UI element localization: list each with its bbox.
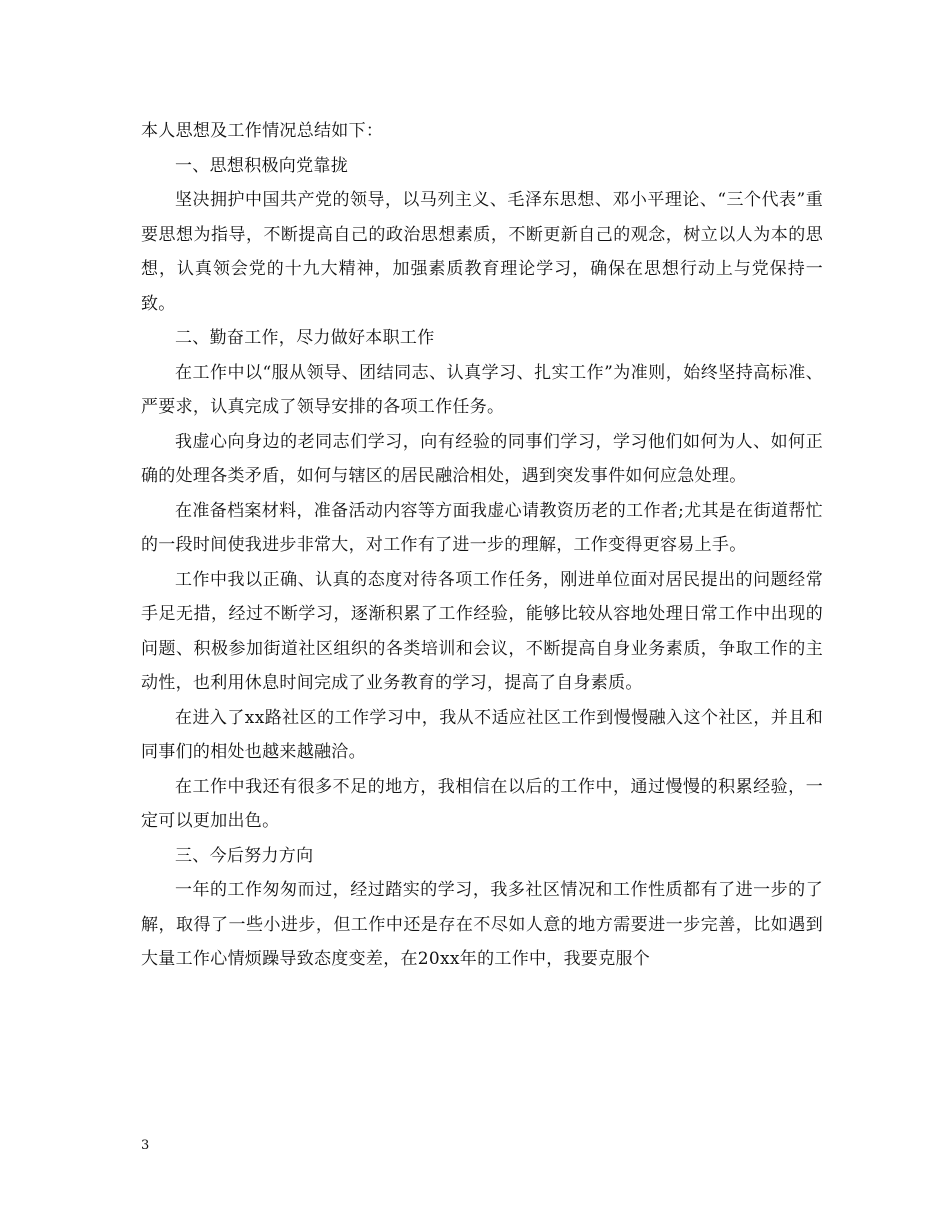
document-body — [141, 114, 823, 977]
page-number: 3 — [141, 1138, 150, 1153]
body-paragraph: 一年的工作匆匆而过，经过踏实的学习，我多社区情况和工作性质都有了进一步的了解，取得了一些小进步，但工作中还是存在不尽如人意的地方需要进一步完善，比如遇到大量工作心情烦躁导致态度变差，在20xx年的工作中，我要克服个 — [141, 880, 823, 969]
section-heading-2: 二、勤奋工作，尽力做好本职工作 — [175, 328, 435, 348]
body-paragraph: 坚决拥护中国共产党的领导，以马列主义、毛泽东思想、邓小平理论、“三个代表”重要思想为指导，不断提高自己的政治思想素质，不断更新自己的观念，树立以人为本的思想，认真领会党的十九大精神，加强素质教育理论学习，确保在思想行动上与党保持一致。 — [141, 190, 823, 314]
section-heading-3: 三、今后努力方向 — [175, 845, 314, 866]
body-paragraph: 我虚心向身边的老同志们学习，向有经验的同事们学习，学习他们如何为人、如何正确的处理各类矛盾，如何与辖区的居民融洽相处，遇到突发事件如何应急处理。 — [141, 431, 823, 486]
body-paragraph: 在工作中以“服从领导、团结同志、认真学习、扎实工作”为准则，始终坚持高标准、严要求，认真完成了领导安排的各项工作任务。 — [141, 362, 823, 417]
intro-paragraph: 本人思想及工作情况总结如下： — [141, 121, 384, 141]
body-paragraph: 在准备档案材料，准备活动内容等方面我虚心请教资历老的工作者;尤其是在街道帮忙的一段时间使我进步非常大，对工作有了进一步的理解，工作变得更容易上手。 — [141, 500, 823, 555]
body-paragraph: 在工作中我还有很多不足的地方，我相信在以后的工作中，通过慢慢的积累经验，一定可以更加出色。 — [141, 776, 823, 831]
body-paragraph: 工作中我以正确、认真的态度对待各项工作任务，刚进单位面对居民提出的问题经常手足无措，经过不断学习，逐渐积累了工作经验，能够比较从容地处理日常工作中出现的问题、积极参加街道社区组织的各类培训和会议，不断提高自身业务素质，争取工作的主动性，也利用休息时间完成了业务教育的学习，提高了自身素质。 — [141, 569, 823, 693]
body-paragraph: 在进入了xx路社区的工作学习中，我从不适应社区工作到慢慢融入这个社区，并且和同事们的相处也越来越融洽。 — [141, 707, 823, 762]
section-heading-1: 一、思想积极向党靠拢 — [175, 155, 348, 176]
